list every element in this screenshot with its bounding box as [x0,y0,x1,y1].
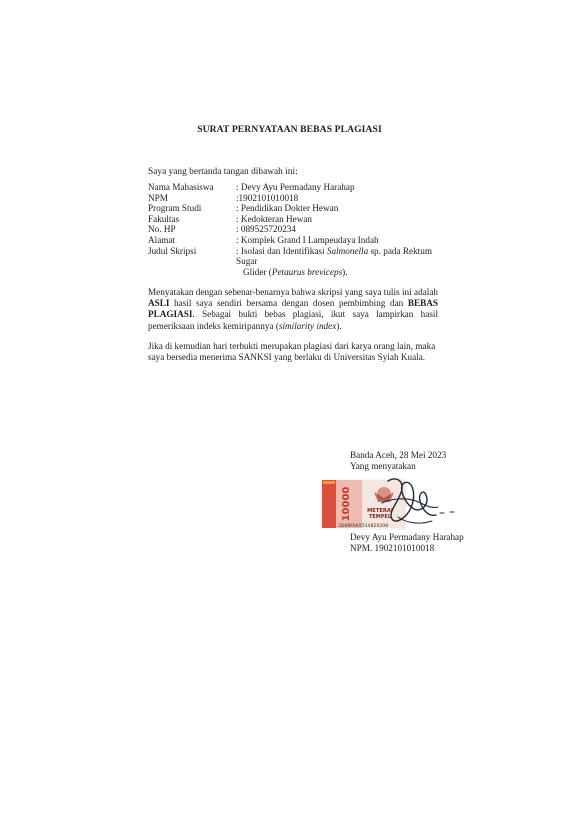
place-date: Banda Aceh, 28 Mei 2023 [350,450,447,460]
info-row-phone [148,224,438,235]
paragraph-bold: BEBAS PLAGIASI [148,298,438,320]
sanction-paragraph: Jika di kemudian hari terbukti merupakan plagiasi dari karya orang lain, maka saya bersedia menerima SANKSI yang berlaku di Universitas Syiah Kuala. [148,341,436,363]
paragraph-text: ). [336,320,342,331]
info-row-npm [148,193,438,204]
thesis-title-italic: Salmonella [326,245,369,256]
stamp-nominal: 10000 [341,486,352,522]
thesis-title-italic: Petaurus breviceps [271,266,343,277]
info-label: Fakultas [148,213,180,224]
document-title: SURAT PERNYATAAN BEBAS PLAGIASI [197,124,382,135]
thesis-title-part: ). [342,266,348,277]
intro-text: Saya yang bertanda tangan dibawah ini: [148,167,298,177]
info-value: : Devy Ayu Permadany Harahap [236,182,355,192]
signature-header [350,450,446,472]
info-row-address [148,235,438,246]
info-row-thesis-title [148,246,438,278]
stamp-word-meterai: METERAI [367,508,393,514]
info-row-name [148,182,438,193]
declarant-label: Yang menyatakan [350,461,416,472]
declaration-paragraph [148,287,438,332]
thesis-title-part: : Isolasi dan Identifikasi [236,245,327,256]
info-value: : Pendidikan Dokter Hewan [236,203,339,214]
info-label: Judul Skripsi [148,245,197,256]
info-value: :1902101010018 [236,192,299,203]
signer-name: Devy Ayu Permadany Harahap [350,532,464,542]
info-value: : Komplek Grand I Lampeudaya Indah [236,234,379,245]
thesis-title-part: sp. pada Rektum Sugar [236,245,432,267]
signer-block [350,532,464,555]
info-value: : 089525720234 [236,224,296,235]
info-value: : Kedokteran Hewan [236,213,313,224]
info-label: Nama Mahasiswa [148,182,214,192]
info-label: Alamat [148,234,176,245]
student-info [148,182,438,277]
info-value [236,246,438,278]
info-row-faculty [148,214,438,225]
signature-stroke [440,512,454,513]
thesis-title-part: Glider ( [243,266,272,277]
signer-npm: NPM. 1902101010018 [350,543,435,554]
thesis-title-line2 [236,267,438,278]
info-row-program [148,203,438,214]
paragraph-bold: ASLI [148,298,170,309]
paragraph-text: . Sebagai bukti bebas plagiasi, ikut saya lampirkan hasil pemeriksaan indeks kemiripannya ( [148,309,438,331]
stamp-word-tempel: TEMPEL [368,514,392,520]
info-label: NPM [148,192,168,203]
info-label: Program Studi [148,203,202,214]
stamp-red-strip [322,480,336,528]
paragraph-italic: similarity index [278,320,337,331]
stamp-orange-band [323,481,335,484]
paragraph-text: hasil saya sendiri bersama dengan dosen pembimbing dan [169,298,408,309]
stamp-serial: 3D68FAKX514826298 [338,524,389,529]
paragraph-text: Menyatakan dengan sebenar-benarnya bahwa skripsi yang saya tulis ini adalah [148,287,438,297]
info-label: No. HP [148,224,176,235]
handwritten-signature [368,473,458,531]
